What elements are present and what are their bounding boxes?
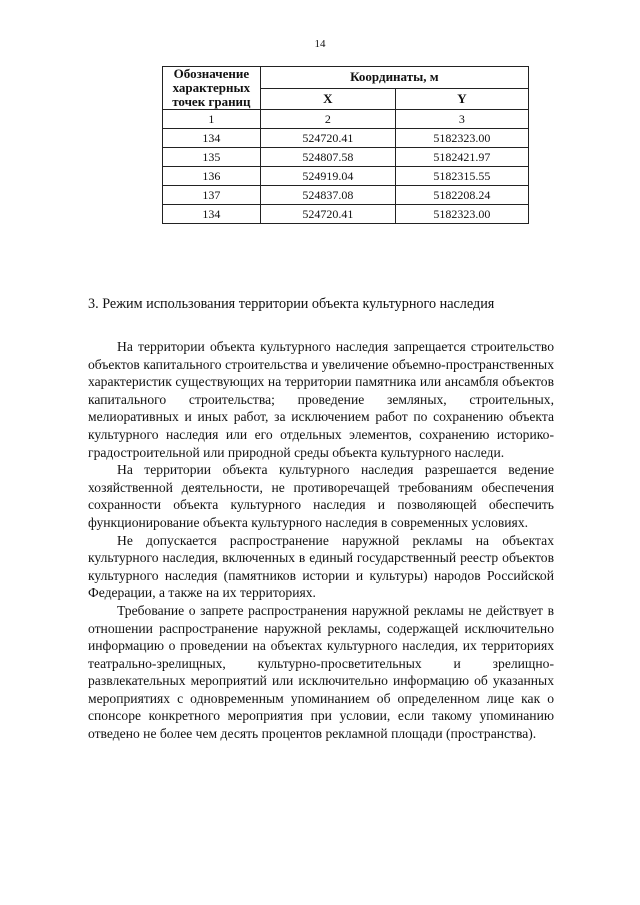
coord-x: 524807.58 bbox=[260, 148, 395, 167]
coord-y: 5182323.00 bbox=[395, 205, 528, 224]
table-row bbox=[163, 186, 529, 205]
paragraph: Требование о запрете распространения наружной рекламы не действует в отношении распространение наружной рекламы, содержащей исключительно информацию о проведении на объектах культурного наследия, их территориях театрально-зрелищных, культурно-просветительных и зрелищно-развлекательных мероприятий или исключительно информацию об указанных мероприятиях с одновременным упоминанием об определенном лице как о спонсоре конкретного мероприятия при условии, если такому упоминанию отведено не более чем десять процентов рекламной площади (пространства). bbox=[88, 602, 554, 742]
coord-x: 524919.04 bbox=[260, 167, 395, 186]
table-row bbox=[163, 167, 529, 186]
section-title: 3. Режим использования территории объекта культурного наследия bbox=[88, 296, 495, 312]
point-id: 137 bbox=[163, 186, 261, 205]
coord-y: 5182208.24 bbox=[395, 186, 528, 205]
body-text bbox=[88, 338, 554, 743]
header-x: X bbox=[260, 88, 395, 110]
column-number: 3 bbox=[395, 110, 528, 129]
header-y: Y bbox=[395, 88, 528, 110]
header-coordinates: Координаты, м bbox=[260, 67, 528, 89]
coord-x: 524837.08 bbox=[260, 186, 395, 205]
coord-y: 5182421.97 bbox=[395, 148, 528, 167]
point-id: 134 bbox=[163, 129, 261, 148]
coord-y: 5182323.00 bbox=[395, 129, 528, 148]
column-number-row bbox=[163, 110, 529, 129]
table-row bbox=[163, 148, 529, 167]
table-row bbox=[163, 129, 529, 148]
header-points: Обозначение характерных точек границ bbox=[163, 67, 261, 110]
column-number: 1 bbox=[163, 110, 261, 129]
paragraph: Не допускается распространение наружной рекламы на объектах культурного наследия, включенных в единый государственный реестр объектов культурного наследия (памятников истории и культуры) народов Российской Федерации, а также на их территориях. bbox=[88, 532, 554, 601]
table-row bbox=[163, 205, 529, 224]
column-number: 2 bbox=[260, 110, 395, 129]
coord-x: 524720.41 bbox=[260, 205, 395, 224]
coord-y: 5182315.55 bbox=[395, 167, 528, 186]
paragraph: На территории объекта культурного наследия запрещается строительство объектов капитального строительства и увеличение объемно-пространственных характеристик существующих на территории памятника или ансамбля объектов капитального строительства; проведение земляных, строительных, мелиоративных и иных работ, за исключением работ по сохранению объекта культурного наследия или его отдельных элементов, сохранению историко-градостроительной или природной среды объекта культурного наследи. bbox=[88, 339, 554, 460]
coord-x: 524720.41 bbox=[260, 129, 395, 148]
coordinates-table bbox=[162, 66, 529, 224]
point-id: 134 bbox=[163, 205, 261, 224]
page-number: 14 bbox=[314, 38, 326, 50]
paragraph: На территории объекта культурного наследия разрешается ведение хозяйственной деятельности, не противоречащей требованиям обеспечения сохранности объекта культурного наследия и позволяющей обеспечить функционирование объекта культурного наследия в современных условиях. bbox=[88, 462, 554, 530]
point-id: 136 bbox=[163, 167, 261, 186]
point-id: 135 bbox=[163, 148, 261, 167]
